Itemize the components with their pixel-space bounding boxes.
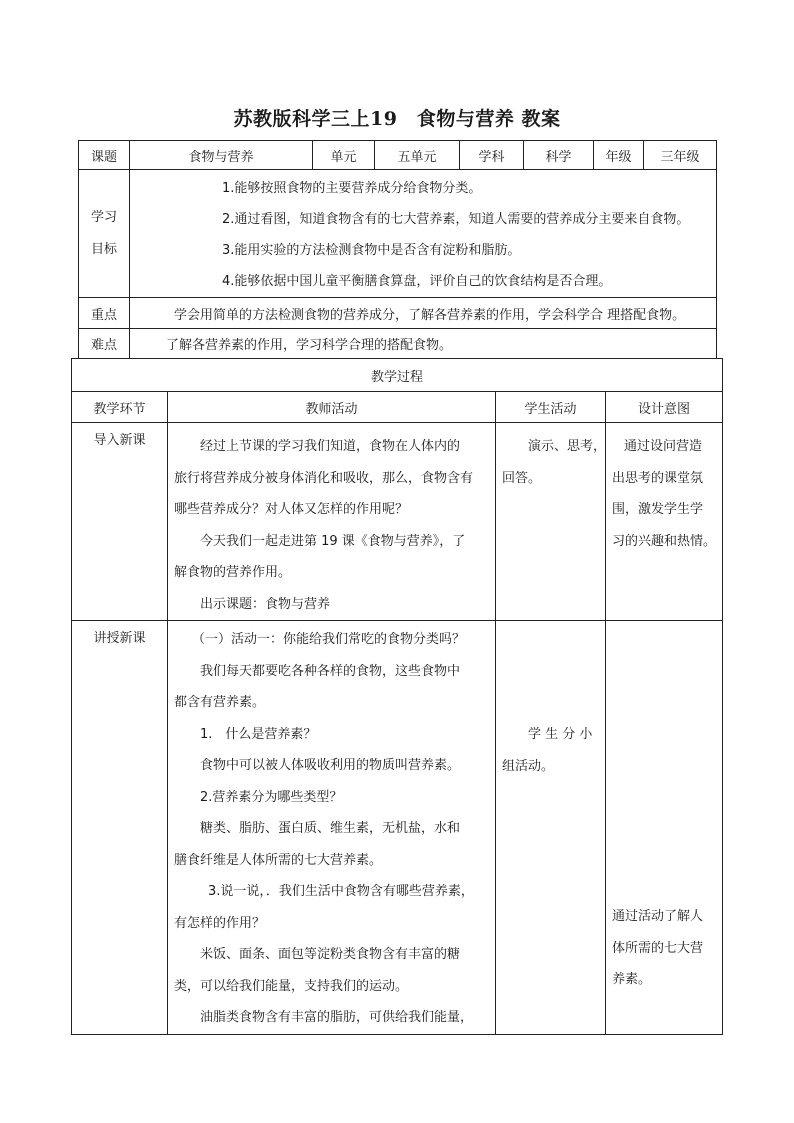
objectives-label xyxy=(79,170,130,298)
objective-item: 3.能用实验的方法检测食物中是否含有淀粉和脂肪。 xyxy=(222,243,521,258)
process-heading: 教学过程 xyxy=(72,359,723,392)
column-header: 教学环节 xyxy=(72,392,168,423)
objective-item: 1.能够按照食物的主要营养成分给食物分类。 xyxy=(222,181,482,196)
text-line: 都含有营养素。 xyxy=(174,695,266,710)
text-line: 类，可以给我们能量，支持我们的运动。 xyxy=(174,978,409,994)
topic-value: 食物与营养 xyxy=(130,141,313,170)
text-line: 出思考的课堂氛 xyxy=(612,470,704,486)
key-points-label: 重点 xyxy=(79,298,130,329)
stage-cell: 讲授新课 xyxy=(72,621,168,1035)
objective-item: 4.能够依据中国儿童平衡膳食算盘，评价自己的饮食结构是否合理。 xyxy=(222,274,612,289)
text-line: 今天我们一起走进第 19 课《食物与营养》，了 xyxy=(200,533,466,549)
text-line: 演示、思考， xyxy=(528,439,607,454)
text-line: 1. 什么是营养素？ xyxy=(200,726,317,742)
text-line: 习的兴趣和热情。 xyxy=(612,533,717,549)
text-line: 经过上节课的学习我们知道，食物在人体内的 xyxy=(200,439,461,454)
text-line: 解食物的营养作用。 xyxy=(174,565,292,580)
lesson-info-table xyxy=(78,140,717,359)
objectives-label-line: 学习 xyxy=(90,209,117,225)
design-intent xyxy=(606,423,723,621)
objectives-content xyxy=(130,170,717,298)
subject-value: 科学 xyxy=(524,141,594,170)
text-line: 通过设问营造 xyxy=(624,439,703,454)
text-line: 2.营养素分为哪些类型？ xyxy=(200,789,343,805)
page-title: 苏教版科学三上19 食物与营养 教案 xyxy=(233,108,561,130)
design-intent xyxy=(606,621,723,1035)
text-line: 3.说一说，．我们生活中食物含有哪些营养素， xyxy=(208,884,474,899)
text-line: 回答。 xyxy=(502,470,542,486)
text-line: 养素。 xyxy=(612,972,652,987)
text-line: 我们每天都要吃各种各样的食物，这些食物中 xyxy=(200,663,461,679)
column-header: 学生活动 xyxy=(496,392,606,423)
student-activity xyxy=(496,621,606,1035)
column-header: 设计意图 xyxy=(606,392,723,423)
label-grade: 年级 xyxy=(594,141,644,170)
text-line: 食物中可以被人体吸收利用的物质叫营养素。 xyxy=(200,758,461,773)
label-topic: 课题 xyxy=(79,141,130,170)
text-line: 通过活动了解人 xyxy=(612,909,704,924)
text-line: 学 生 分 小 xyxy=(528,727,593,742)
text-line: 膳食纤维是人体所需的七大营养素。 xyxy=(174,852,383,868)
teaching-process-table xyxy=(71,358,723,1035)
objectives-label-line: 目标 xyxy=(90,241,117,257)
text-line: 有怎样的作用？ xyxy=(174,915,266,931)
text-line: 组活动。 xyxy=(502,758,555,774)
label-unit: 单元 xyxy=(313,141,375,170)
label-subject: 学科 xyxy=(460,141,524,170)
difficult-points-label: 难点 xyxy=(79,329,130,359)
teacher-activity xyxy=(168,621,496,1035)
text-line: 体所需的七大营 xyxy=(612,940,704,956)
text-line: 围，激发学生学 xyxy=(612,502,704,517)
stage-cell: 导入新课 xyxy=(72,423,168,621)
text-line: 油脂类食物含有丰富的脂肪，可供给我们能量， xyxy=(200,1010,474,1025)
text-line: 糖类、脂肪、蛋白质、维生素，无机盐，水和 xyxy=(200,821,461,836)
objective-item: 2.通过看图，知道食物含有的七大营养素，知道人需要的营养成分主要来自食物。 xyxy=(222,212,690,227)
text-line: 米饭、面条、面包等淀粉类食物含有丰富的糖 xyxy=(200,947,461,962)
key-points-text: 学会用简单的方法检测食物的营养成分，了解各营养素的作用，学会科学合 理搭配食物。 xyxy=(130,298,717,329)
unit-value: 五单元 xyxy=(375,141,460,170)
teacher-activity xyxy=(168,423,496,621)
text-line: 出示课题：食物与营养 xyxy=(200,596,331,612)
text-line: （一）活动一：你能给我们常吃的食物分类吗？ xyxy=(192,632,466,647)
student-activity xyxy=(496,423,606,621)
grade-value: 三年级 xyxy=(644,141,717,170)
text-line: 旅行将营养成分被身体消化和吸收，那么，食物含有 xyxy=(174,470,474,486)
difficult-points-text: 了解各营养素的作用，学习科学合理的搭配食物。 xyxy=(130,329,717,359)
column-header: 教师活动 xyxy=(168,392,496,423)
text-line: 哪些营养成分？对人体又怎样的作用呢？ xyxy=(174,502,409,517)
